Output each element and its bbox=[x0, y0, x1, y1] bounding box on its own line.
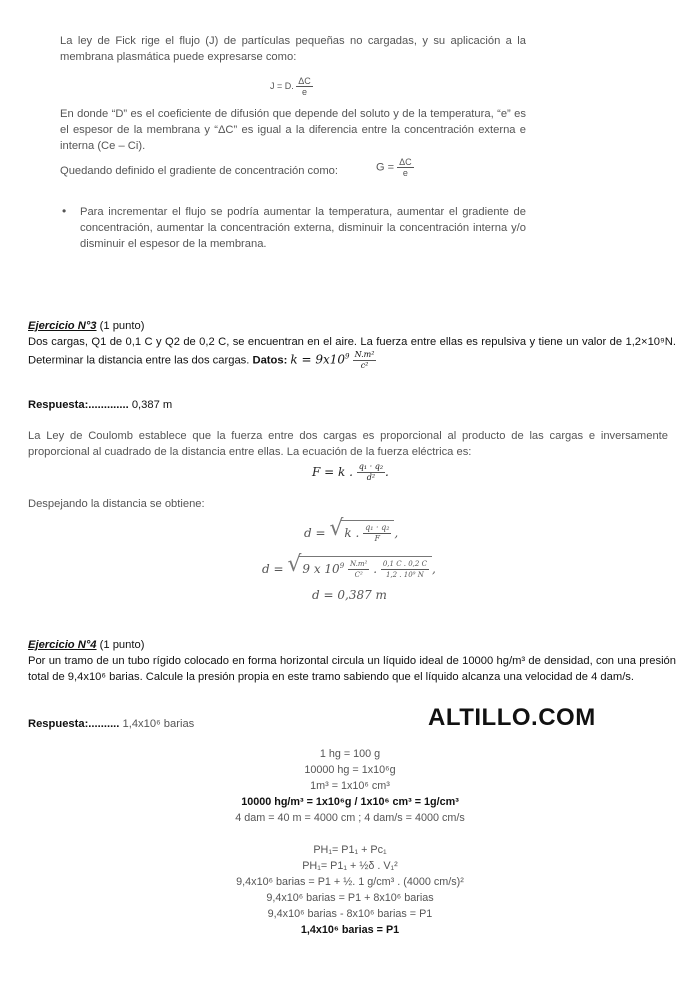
d1-sqrt: √ k . $\frac{\text{q₁ · q₂}}{F}$ bbox=[329, 520, 394, 544]
ex4-answer bbox=[28, 716, 194, 732]
calc-line: PH₁= P1₁ + ½δ . V₁² bbox=[302, 860, 398, 872]
d1-den: F bbox=[374, 534, 381, 543]
ex4-header bbox=[28, 637, 144, 653]
ex4-statement: Por un tramo de un tubo rígido colocado en forma horizontal circula un líquido ideal de 10000 hg/m³ de densidad, con una presión total de 9,4x10⁶ barias. Calcule la presión propia en este tramo sabiendo que el líquido alcanza una velocidad de 4 dam/s. bbox=[28, 655, 676, 683]
ex4-points: (1 punto) bbox=[99, 639, 145, 651]
d2-sqrt: √ 9 x $10^9$ $\frac{\text{N.m²}}{\text{C²}}$ . $\frac{0,1 C . 0,2 C}{\text{1,2 . 10⁹ N}}$ bbox=[287, 556, 432, 580]
ex3-datos-label: Datos: bbox=[252, 354, 288, 367]
fick-gradient-text: Quedando definido el gradiente de concentración como: bbox=[60, 165, 339, 177]
coulomb-formula: F = k . $\frac{\text{q₁ · q₂}}{\text{d²}}$ . bbox=[312, 462, 389, 482]
fick-gradient-formula bbox=[376, 157, 414, 178]
coulomb-den: d² bbox=[366, 473, 376, 482]
fick-gradient-fraction bbox=[397, 157, 414, 178]
ex3-answer-value: 0,387 m bbox=[131, 399, 173, 411]
calc-line: 9,4x10⁶ barias - 8x10⁶ barias = P1 bbox=[267, 908, 433, 920]
watermark-logo: ALTILLO.COM bbox=[428, 704, 596, 731]
conversion-line: 1 hg = 100 g bbox=[319, 748, 381, 760]
ex3-header bbox=[28, 318, 144, 334]
ex3-title: Ejercicio N°3 bbox=[28, 320, 97, 332]
d1-k: k . bbox=[344, 526, 360, 540]
ex3-points: (1 punto) bbox=[99, 320, 145, 332]
ex3-answer bbox=[28, 397, 172, 413]
ex3-datos-formula: k = 9x10 bbox=[290, 352, 346, 367]
ex4-answer-label: Respuesta:.......... bbox=[28, 718, 120, 730]
conversion-line: 10000 hg/m³ = 1x10⁶g / 1x10⁶ cm³ = 1g/cm³ bbox=[241, 796, 459, 808]
ex3-datos-unit-num: N.m² bbox=[354, 350, 375, 359]
d1-fraction bbox=[363, 523, 391, 544]
fick-explain: En donde “D” es el coeficiente de difusión que depende del soluto y de la temperatura, “e” es el espesor de la membrana y “ΔC” es igual a la diferencia entre la concentración externa e interna (Ce – Ci). bbox=[60, 108, 526, 152]
ex4-answer-value: 1,4x10⁶ barias bbox=[122, 718, 195, 730]
coulomb-lhs: F = k . bbox=[312, 465, 353, 479]
d1-lhs: d = bbox=[304, 526, 326, 540]
d2-unit bbox=[348, 559, 369, 580]
coulomb-fraction bbox=[357, 462, 385, 483]
calc-line: 9,4x10⁶ barias = P1 + 8x10⁶ barias bbox=[266, 892, 434, 904]
fick-intro: La ley de Fick rige el flujo (J) de partículas pequeñas no cargadas, y su aplicación a la membrana plasmática puede expresarse como: bbox=[60, 35, 526, 63]
calc-lines bbox=[0, 842, 700, 938]
calc-line: 9,4x10⁶ barias = P1 + ½. 1 g/cm³ . (4000 cm/s)² bbox=[236, 876, 464, 888]
d2-den: 1,2 . 10⁹ N bbox=[385, 571, 424, 579]
fick-gradient-lhs: G = bbox=[376, 161, 395, 174]
fick-gradient-den: e bbox=[402, 168, 408, 178]
coulomb-num: q₁ · q₂ bbox=[358, 462, 384, 471]
ex3-datos-unit bbox=[353, 350, 377, 371]
d1-num: q₁ · q₂ bbox=[365, 523, 390, 532]
bullet-dot: • bbox=[62, 204, 67, 218]
d2-lhs: d = bbox=[262, 562, 284, 576]
fick-formula bbox=[270, 76, 313, 97]
conversion-lines bbox=[0, 746, 700, 826]
conversion-line: 10000 hg = 1x10⁶g bbox=[304, 764, 396, 776]
distance-result: d = 0,387 m bbox=[312, 588, 387, 602]
ex3-datos-unit-den: c² bbox=[360, 361, 369, 370]
ex3-despejando: Despejando la distancia se obtiene: bbox=[28, 498, 205, 510]
d2-unit-den: C² bbox=[354, 571, 363, 579]
ex3-statement: Dos cargas, Q1 de 0,1 C y Q2 de 0,2 C, se encuentran en el aire. La fuerza entre ellas es repulsiva y tiene un valor de 1,2×10⁹N. Determinar la distancia entre las dos cargas. bbox=[28, 336, 676, 367]
conversion-line: 1m³ = 1x10⁶ cm³ bbox=[310, 780, 390, 792]
fick-gradient-num: ΔC bbox=[399, 157, 412, 167]
d2-k: 9 x 10 bbox=[302, 562, 340, 576]
distance-formula-2: d = √ 9 x $10^9$ $\frac{\text{N.m²}}{\text{C²}}$ . $\frac{0,1 C . 0,2 C}{\text{1,2 . 10⁹ N}}$ , bbox=[262, 552, 436, 579]
fick-bullet: Para incrementar el flujo se podría aumentar la temperatura, aumentar el gradiente de concentración, aumentar la concentración externa, disminuir la concentración interna y/o disminuir el espesor de la membrana. bbox=[80, 206, 526, 250]
fick-formula-num: ΔC bbox=[298, 76, 311, 86]
distance-formula-1: d = √ k . $\frac{\text{q₁ · q₂}}{F}$ , bbox=[304, 516, 399, 543]
d2-exp: 9 bbox=[339, 562, 345, 570]
fick-formula-den: e bbox=[302, 87, 308, 97]
ex3-datos-exp: 9 bbox=[345, 352, 350, 361]
ex3-statement-block bbox=[28, 334, 676, 371]
ex3-answer-label: Respuesta:............. bbox=[28, 399, 129, 411]
d2-fraction bbox=[381, 559, 429, 580]
fick-formula-lhs: J = D. bbox=[270, 80, 294, 91]
d2-num: 0,1 C . 0,2 C bbox=[382, 560, 427, 568]
fick-formula-fraction bbox=[296, 76, 313, 97]
calc-line: 1,4x10⁶ barias = P1 bbox=[300, 924, 400, 936]
conversion-line: 4 dam = 40 m = 4000 cm ; 4 dam/s = 4000 cm/s bbox=[235, 812, 465, 824]
ex3-explain: La Ley de Coulomb establece que la fuerza entre dos cargas es proporcional al producto de las cargas e inversamente proporcional al cuadrado de la distancia entre ellas. La ecuación de la fuerza eléctrica es: bbox=[28, 430, 668, 458]
calc-line: PH₁= P1₁ + Pc₁ bbox=[313, 844, 387, 856]
ex4-title: Ejercicio N°4 bbox=[28, 639, 97, 651]
d2-unit-num: N.m² bbox=[350, 560, 368, 568]
